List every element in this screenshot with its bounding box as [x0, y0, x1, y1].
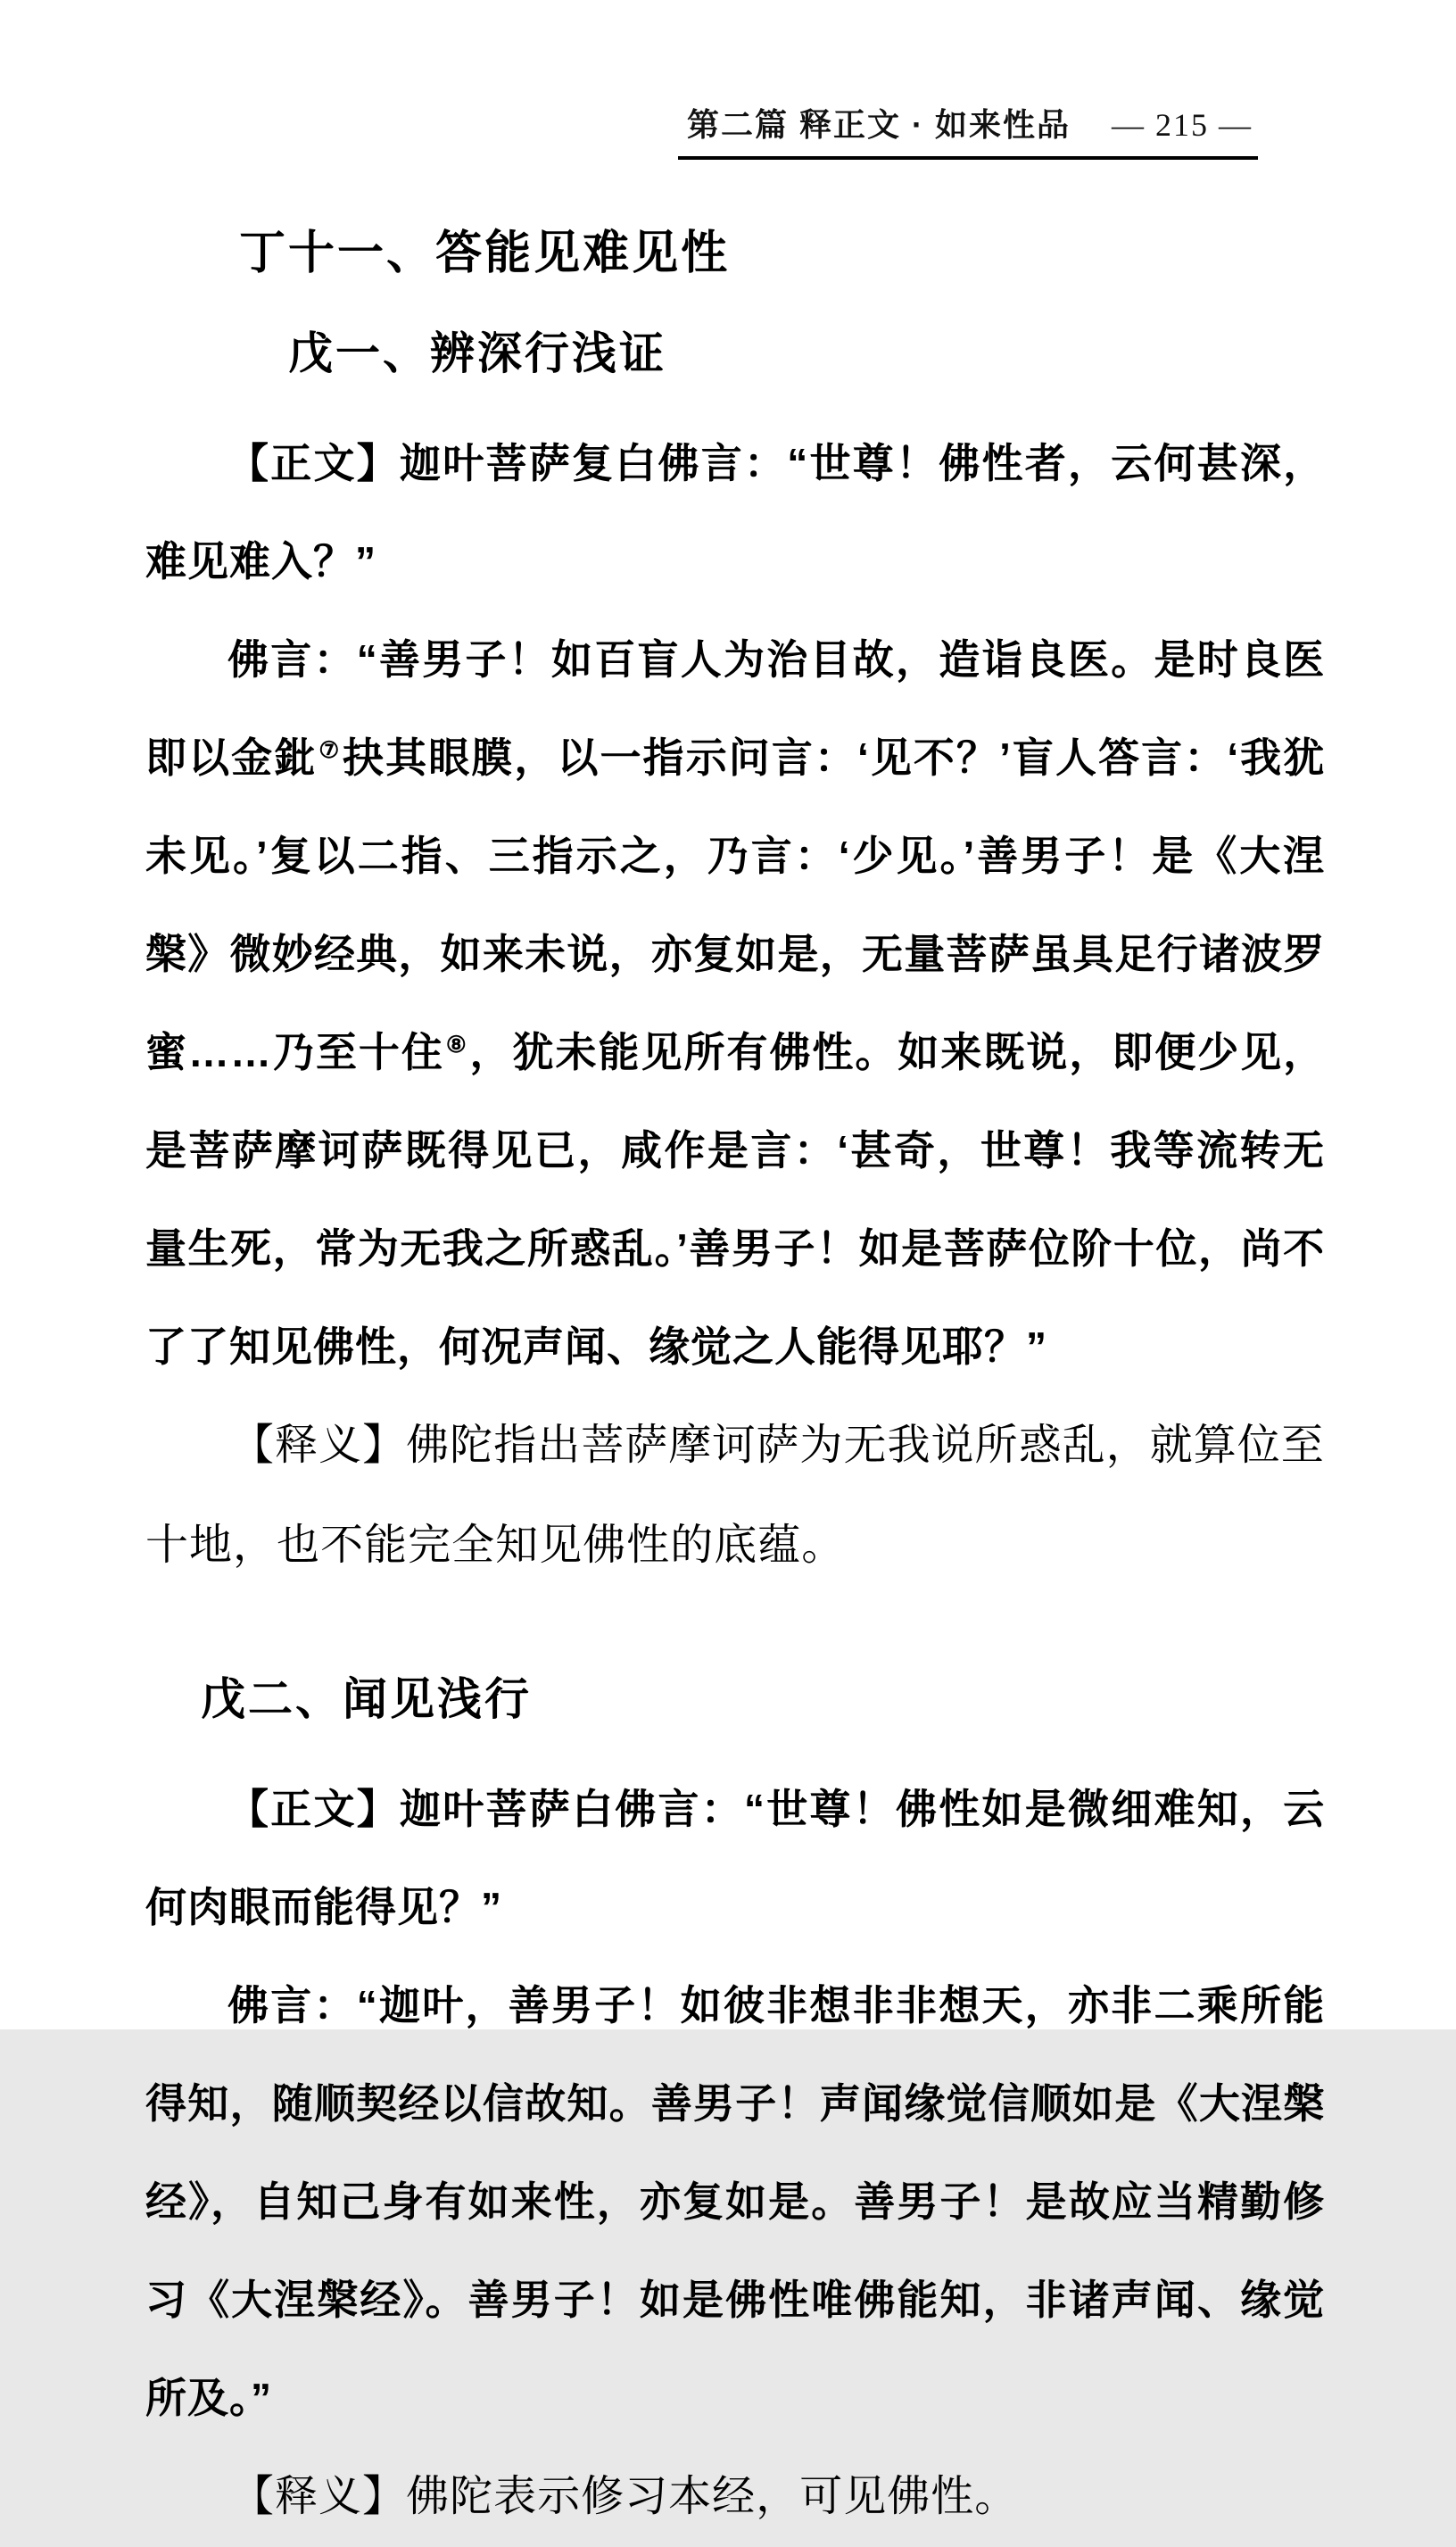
commentary-paragraph: 【释义】佛陀表示修习本经，可见佛性。	[231, 2473, 1019, 2520]
scripture-paragraph: 佛言：“善男子！如百盲人为治目故，造诣良医。是时良医即以金鈚⑦抉其眼膜，以一指示问言：‘见不？’盲人答言：‘我犹未见。’复以二指、三指示之，乃言：‘少见。’善男子！是《大涅槃》微妙经典，如来未说，亦复如是，无量菩萨虽具足行诸波罗蜜……乃至十住⑧，犹未能见所有佛性。如来既说，即便少见，是菩萨摩诃萨既得见已，咸作是言：‘甚奇，世尊！我等流转无量生死，常为无我之所惑乱。’善男子！如是菩萨位阶十位，尚不了了知见佛性，何况声闻、缘觉之人能得见耶？”	[145, 636, 1326, 1370]
scripture-paragraph: 【正文】迦叶菩萨白佛言：“世尊！佛性如是微细难知，云何肉眼而能得见？”	[145, 1786, 1326, 1930]
scripture-paragraph: 【正文】迦叶菩萨复白佛言：“世尊！佛性者，云何甚深，难见难入？”	[145, 440, 1326, 585]
section-heading-ding11: 丁十一、答能见难见性	[239, 228, 731, 279]
section-heading-wu2: 戊二、闻见浅行	[201, 1674, 532, 1724]
scripture-paragraph: 佛言：“迦叶，善男子！如彼非想非非想天，亦非二乘所能得知，随顺契经以信故知。善男子！声闻缘觉信顺如是《大涅槃经》，自知己身有如来性，亦复如是。善男子！是故应当精勤修习《大涅槃经》。善男子！如是佛性唯佛能知，非诸声闻、缘觉所及。”	[145, 1982, 1326, 2421]
running-head	[678, 100, 1258, 160]
running-head-title: 第二篇 释正文 · 如来性品	[686, 106, 1071, 143]
section-heading-wu1: 戊一、辨深行浅证	[288, 328, 666, 378]
page-header	[0, 0, 1456, 160]
page-number: — 215 —	[1112, 107, 1253, 143]
footnote-marker: ⑧	[445, 1032, 468, 1058]
page-body	[0, 215, 1456, 2547]
commentary-paragraph: 【释义】佛陀指出菩萨摩诃萨为无我说所惑乱，就算位至十地，也不能完全知见佛性的底蕴。	[145, 1422, 1325, 1569]
footnote-marker: ⑦	[318, 737, 342, 763]
